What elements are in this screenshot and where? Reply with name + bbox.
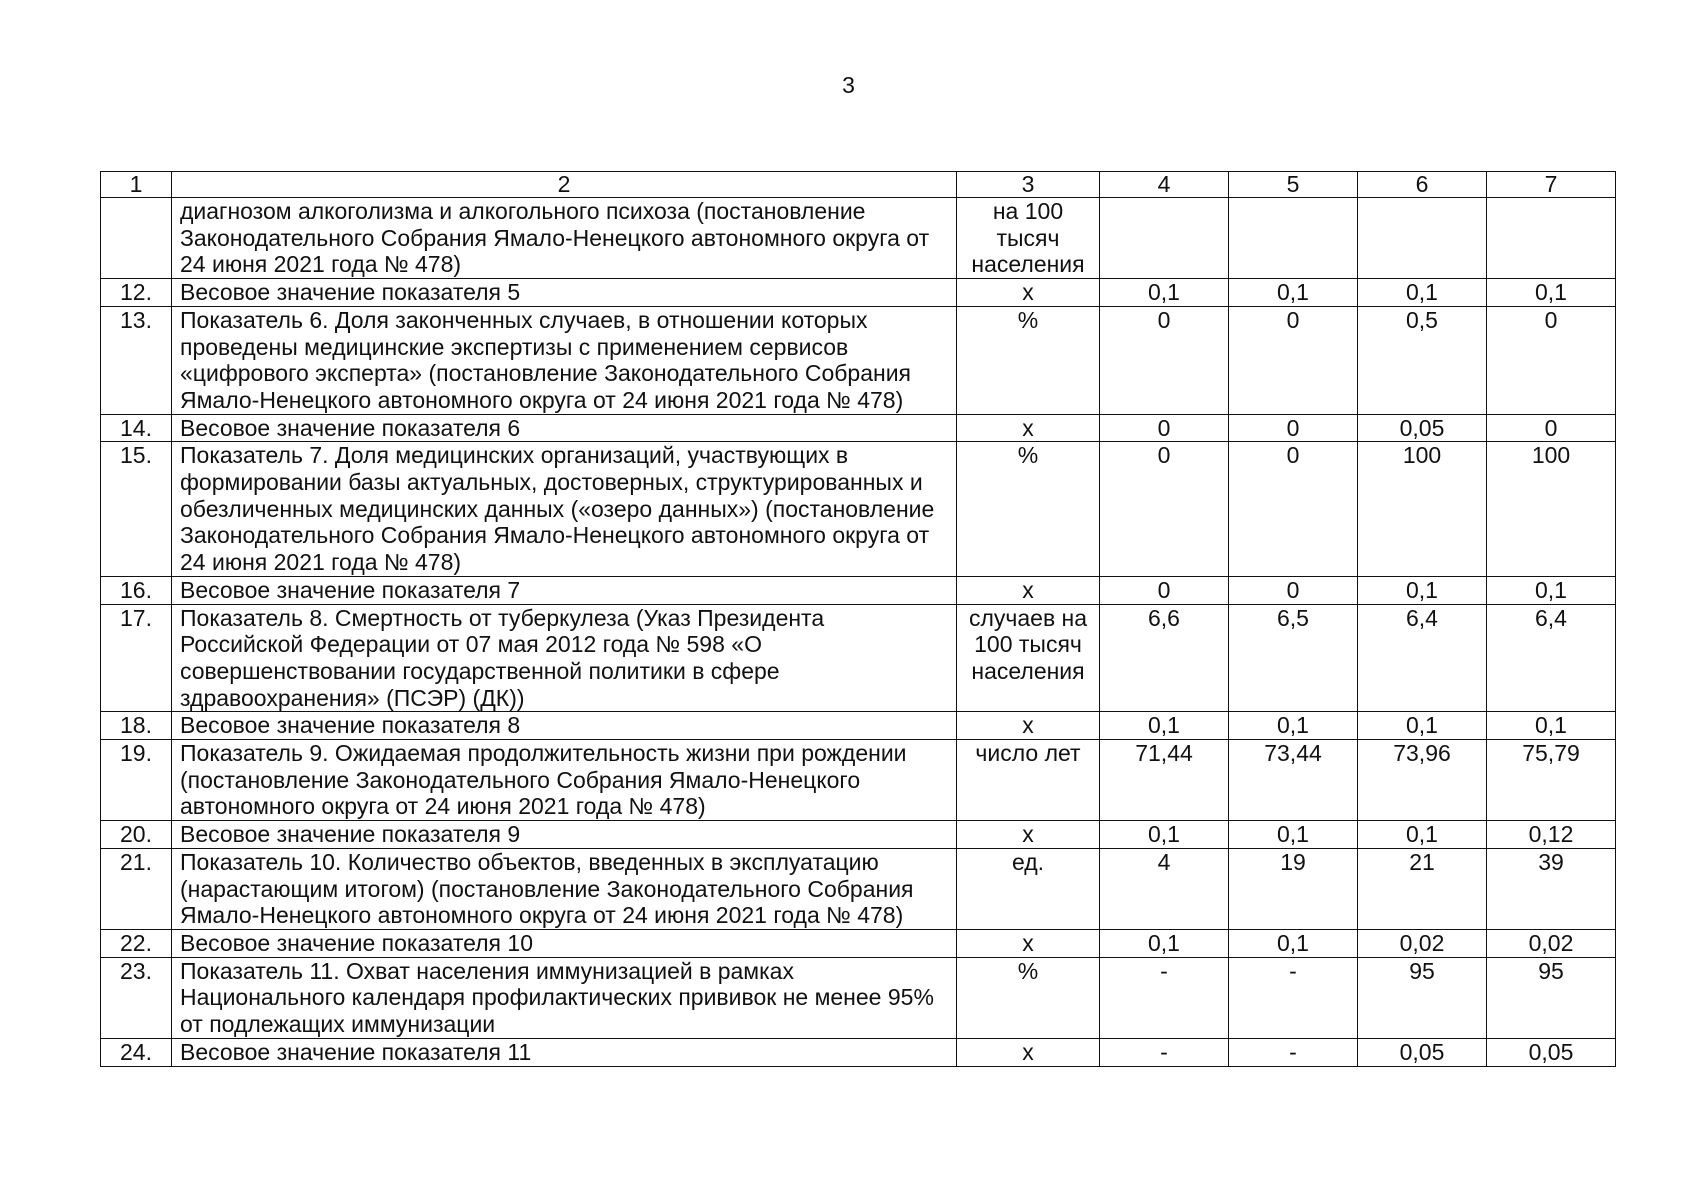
- indicator-name: Показатель 11. Охват населения иммунизацией в рамках Национального календаря профилактических прививок не менее 95% от подлежащих иммунизации: [172, 957, 957, 1038]
- header-cell: 1: [101, 172, 172, 198]
- value-col-5: 73,44: [1229, 740, 1358, 821]
- table-row: [101, 279, 1616, 307]
- table-row: [101, 712, 1616, 740]
- value-col-7: 0,1: [1487, 712, 1616, 740]
- value-col-5: 0,1: [1229, 712, 1358, 740]
- value-col-5: 0,1: [1229, 821, 1358, 849]
- value-col-7: 6,4: [1487, 604, 1616, 712]
- value-col-6: 0,1: [1358, 576, 1487, 604]
- indicator-name: Весовое значение показателя 5: [172, 279, 957, 307]
- indicator-name: Показатель 8. Смертность от туберкулеза (Указ Президента Российской Федерации от 07 мая 2012 года № 598 «О совершенствовании государственной политики в сфере здравоохранения» (ПСЭР) (ДК)): [172, 604, 957, 712]
- value-col-5: 6,5: [1229, 604, 1358, 712]
- row-number: 17.: [101, 604, 172, 712]
- value-col-5: 19: [1229, 848, 1358, 929]
- value-col-6: 0,05: [1358, 1038, 1487, 1066]
- page-number: 3: [842, 72, 855, 98]
- row-number: 12.: [101, 279, 172, 307]
- value-col-7: [1487, 198, 1616, 279]
- row-number: 15.: [101, 442, 172, 577]
- value-col-4: -: [1100, 957, 1229, 1038]
- value-col-7: 0,02: [1487, 929, 1616, 957]
- value-col-4: 0: [1100, 306, 1229, 414]
- row-number: 18.: [101, 712, 172, 740]
- table-row: [101, 821, 1616, 849]
- value-col-6: 100: [1358, 442, 1487, 577]
- table-row: [101, 414, 1616, 442]
- value-col-4: 71,44: [1100, 740, 1229, 821]
- header-cell: 4: [1100, 172, 1229, 198]
- value-col-4: [1100, 198, 1229, 279]
- value-col-5: 0: [1229, 414, 1358, 442]
- value-col-4: 0,1: [1100, 821, 1229, 849]
- header-cell: 6: [1358, 172, 1487, 198]
- value-col-4: 0: [1100, 576, 1229, 604]
- indicator-name: Весовое значение показателя 10: [172, 929, 957, 957]
- value-col-4: 0,1: [1100, 712, 1229, 740]
- indicator-name: Весовое значение показателя 11: [172, 1038, 957, 1066]
- value-col-7: 0,1: [1487, 576, 1616, 604]
- value-col-5: 0: [1229, 576, 1358, 604]
- value-col-5: [1229, 198, 1358, 279]
- value-col-7: 0: [1487, 414, 1616, 442]
- value-col-6: 0,1: [1358, 712, 1487, 740]
- row-number: 16.: [101, 576, 172, 604]
- unit-of-measure: х: [957, 821, 1100, 849]
- value-col-5: -: [1229, 957, 1358, 1038]
- table-row: [101, 306, 1616, 414]
- value-col-4: 0: [1100, 442, 1229, 577]
- header-cell: 2: [172, 172, 957, 198]
- unit-of-measure: число лет: [957, 740, 1100, 821]
- value-col-6: 95: [1358, 957, 1487, 1038]
- header-cell: 3: [957, 172, 1100, 198]
- unit-of-measure: %: [957, 957, 1100, 1038]
- value-col-7: 0,1: [1487, 279, 1616, 307]
- table-row: [101, 198, 1616, 279]
- indicator-name: Весовое значение показателя 8: [172, 712, 957, 740]
- indicator-name: Показатель 7. Доля медицинских организаций, участвующих в формировании базы актуальных, достоверных, структурированных и обезличенных медицинских данных («озеро данных») (постановление Законодательного Собрания Ямало-Ненецкого автономного округа от 24 июня 2021 года № 478): [172, 442, 957, 577]
- value-col-4: 4: [1100, 848, 1229, 929]
- header-cell: 7: [1487, 172, 1616, 198]
- value-col-6: 0,02: [1358, 929, 1487, 957]
- row-number: 22.: [101, 929, 172, 957]
- value-col-7: 100: [1487, 442, 1616, 577]
- unit-of-measure: %: [957, 442, 1100, 577]
- table-row: [101, 576, 1616, 604]
- table-row: [101, 848, 1616, 929]
- value-col-7: 75,79: [1487, 740, 1616, 821]
- indicator-name: Весовое значение показателя 6: [172, 414, 957, 442]
- value-col-6: 0,1: [1358, 821, 1487, 849]
- indicator-name: Весовое значение показателя 7: [172, 576, 957, 604]
- row-number: 20.: [101, 821, 172, 849]
- value-col-5: 0,1: [1229, 279, 1358, 307]
- row-number: 14.: [101, 414, 172, 442]
- header-row: [101, 172, 1616, 198]
- unit-of-measure: случаев на 100 тысяч населения: [957, 604, 1100, 712]
- row-number: 21.: [101, 848, 172, 929]
- value-col-6: 21: [1358, 848, 1487, 929]
- value-col-7: 39: [1487, 848, 1616, 929]
- indicator-name: Показатель 6. Доля законченных случаев, в отношении которых проведены медицинские экспертизы с применением сервисов «цифрового эксперта» (постановление Законодательного Собрания Ямало-Ненецкого автономного округа от 24 июня 2021 года № 478): [172, 306, 957, 414]
- value-col-6: 73,96: [1358, 740, 1487, 821]
- table-row: [101, 740, 1616, 821]
- value-col-5: 0,1: [1229, 929, 1358, 957]
- indicator-name: диагнозом алкоголизма и алкогольного психоза (постановление Законодательного Собрания Ямало-Ненецкого автономного округа от 24 июня 2021 года № 478): [172, 198, 957, 279]
- value-col-5: 0: [1229, 442, 1358, 577]
- header-cell: 5: [1229, 172, 1358, 198]
- indicator-name: Весовое значение показателя 9: [172, 821, 957, 849]
- table-row: [101, 929, 1616, 957]
- row-number: 13.: [101, 306, 172, 414]
- value-col-6: 0,05: [1358, 414, 1487, 442]
- row-number: 23.: [101, 957, 172, 1038]
- value-col-5: -: [1229, 1038, 1358, 1066]
- value-col-4: 6,6: [1100, 604, 1229, 712]
- value-col-7: 0,05: [1487, 1038, 1616, 1066]
- row-number: 24.: [101, 1038, 172, 1066]
- table-row: [101, 957, 1616, 1038]
- value-col-6: 0,5: [1358, 306, 1487, 414]
- value-col-6: [1358, 198, 1487, 279]
- value-col-4: -: [1100, 1038, 1229, 1066]
- unit-of-measure: х: [957, 712, 1100, 740]
- row-number: [101, 198, 172, 279]
- unit-of-measure: х: [957, 414, 1100, 442]
- unit-of-measure: на 100 тысяч населения: [957, 198, 1100, 279]
- unit-of-measure: х: [957, 1038, 1100, 1066]
- value-col-7: 0: [1487, 306, 1616, 414]
- row-number: 19.: [101, 740, 172, 821]
- unit-of-measure: ед.: [957, 848, 1100, 929]
- indicator-name: Показатель 10. Количество объектов, введенных в эксплуатацию (нарастающим итогом) (постановление Законодательного Собрания Ямало-Ненецкого автономного округа от 24 июня 2021 года № 478): [172, 848, 957, 929]
- value-col-6: 0,1: [1358, 279, 1487, 307]
- value-col-4: 0,1: [1100, 929, 1229, 957]
- unit-of-measure: х: [957, 929, 1100, 957]
- value-col-7: 0,12: [1487, 821, 1616, 849]
- value-col-6: 6,4: [1358, 604, 1487, 712]
- table-row: [101, 1038, 1616, 1066]
- unit-of-measure: х: [957, 279, 1100, 307]
- table-row: [101, 604, 1616, 712]
- indicator-name: Показатель 9. Ожидаемая продолжительность жизни при рождении (постановление Законодательного Собрания Ямало-Ненецкого автономного округа от 24 июня 2021 года № 478): [172, 740, 957, 821]
- indicators-table: [100, 171, 1616, 1067]
- unit-of-measure: %: [957, 306, 1100, 414]
- unit-of-measure: х: [957, 576, 1100, 604]
- value-col-4: 0,1: [1100, 279, 1229, 307]
- value-col-4: 0: [1100, 414, 1229, 442]
- table-row: [101, 442, 1616, 577]
- value-col-5: 0: [1229, 306, 1358, 414]
- value-col-7: 95: [1487, 957, 1616, 1038]
